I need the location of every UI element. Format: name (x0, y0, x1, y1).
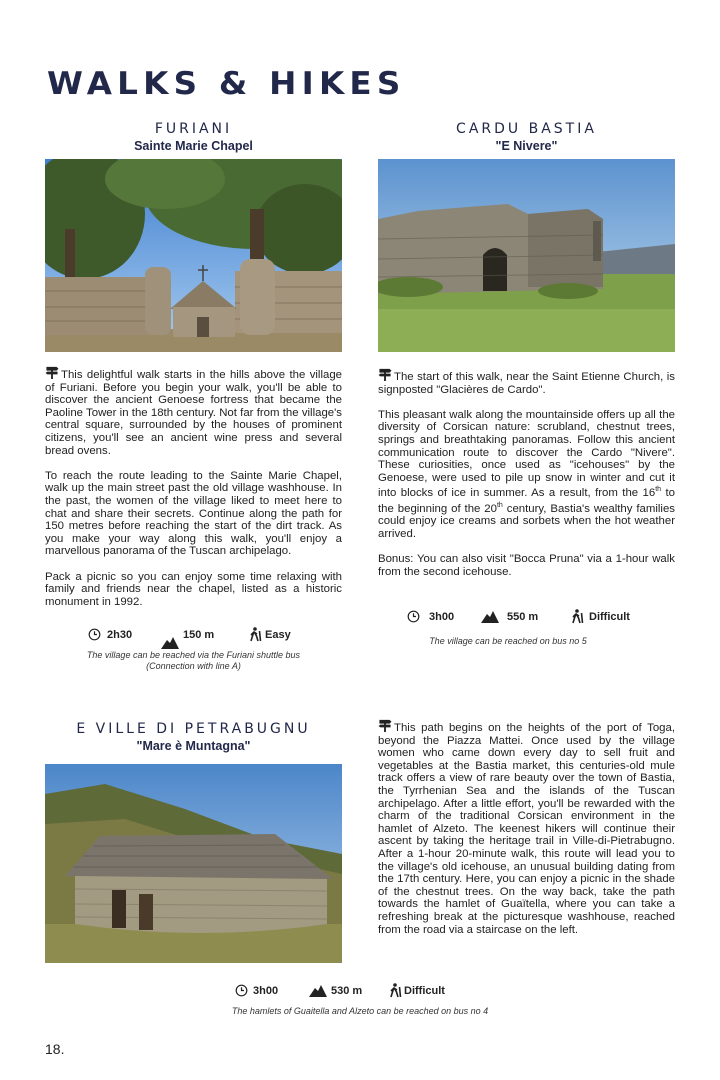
furiani-duration: 2h30 (88, 628, 163, 641)
ville-stats (235, 983, 495, 998)
cardu-paragraph-1: The start of this walk, near the Saint Etienne Church, is signposted "Glacières de Cardo". (378, 371, 675, 396)
signpost-icon (45, 366, 59, 379)
hiker-icon (571, 609, 584, 624)
cardu-difficulty: Difficult (571, 609, 630, 624)
signpost-icon (378, 719, 392, 732)
furiani-bus-note: The village can be reached via the Furiani shuttle bus (Connection with line A) (86, 650, 301, 671)
furiani-paragraph-1: This delightful walk starts in the hills above the village of Furiani. Before you begin your walk, you'll be able to discover the ancient Genoese fortress that became the Paoline Tower in the 18th century. Not far from the village's central square, surrounded by the houses of prominent citizens, you'll see an ancient wine press and several bread ovens. (45, 369, 342, 457)
furiani-difficulty: Easy (249, 627, 291, 642)
page-number: 18. (45, 1041, 65, 1057)
cardu-paragraph-2: This pleasant walk along the mountainside offers up all the diversity of Corsican nature: scrubland, chestnut trees, springs and breathtaking panoramas. Follow this ancient communication route to discover the Cardo "Nivere". These curiosities, once used as "icehouses" by the Genoese, were used to pile up snow in winter and cut it into blocks of ice in summer. As a result, from the 16th to the beginning of the 20th century, Bastia's wealthy families could enjoy ice creams and sorbets when the hot weather arrived. (378, 408, 675, 540)
ville-subtitle: "Mare è Muntagna" (136, 739, 251, 753)
ville-duration: 3h00 (235, 984, 309, 997)
mountain-icon (161, 636, 179, 649)
cardu-paragraph-3: Bonus: You can also visit "Bocca Pruna" via a 1-hour walk from the second icehouse. (378, 552, 675, 578)
mountain-icon (309, 984, 327, 997)
signpost-icon (378, 368, 392, 381)
furiani-title: FURIANI (154, 121, 233, 137)
hiker-icon (389, 983, 402, 998)
furiani-elevation: 150 m (183, 628, 215, 641)
ville-paragraph: This path begins on the heights of the port of Toga, beyond the Piazza Mattei. Once used by the village women who came down every day to sell fruit and vegetables at the Bastia market, this centuries-old mule track offers a view of rare beauty over the town of Bastia, the Tyrrhenian Sea and the islands of the Tuscan archipelago. After a little effort, you'll be rewarded with the charm of the traditional Corsican environment in the hamlet of Alzeto. The keenest hikers will continue their ascent by taking the heritage trail in Ville-di-Pietrabugno. After a 1-hour 20-minute walk, this route will lead you to the village's old icehouse, an unusual building dating from the 17th century. Here, you can enjoy a picnic in the shade of the chestnut trees. On the way back, take the path towards the hamlet of Guaïtella, where you can take a refreshing break at the picturesque washhouse, reached from the road via a staircase on the left. (378, 722, 675, 936)
furiani-paragraph-3: Pack a picnic so you can enjoy some time relaxing with family and friends near the chapel, listed as a historic monument in 1992. (45, 570, 342, 608)
page-title: WALKS & HIKES (47, 66, 406, 102)
ville-bus-note: The hamlets of Guaitella and Alzeto can be reached on bus no 4 (231, 1006, 489, 1016)
furiani-description (45, 366, 342, 621)
ville-title: E VILLE DI PETRABUGNU (76, 721, 311, 737)
furiani-chapel-photo (45, 159, 342, 352)
furiani-paragraph-2: To reach the route leading to the Sainte Marie Chapel, walk up the main street past the old village washhouse. In the past, the women of the village liked to meet here to chat and share their secrets. Continue along the path for 150 metres before reaching the start of the dirt track. As you make your way along this walk, you'll enjoy a marvellous panorama of the Tuscan archipelago. (45, 469, 342, 558)
hiker-icon (249, 627, 262, 642)
cardu-elevation: 550 m (481, 610, 571, 623)
clock-icon (235, 984, 248, 997)
cardu-subtitle: "E Nivere" (495, 139, 558, 153)
clock-icon (88, 628, 101, 641)
cardu-description (378, 368, 675, 591)
cardu-title: CARDU BASTIA (456, 121, 597, 137)
ville-difficulty: Difficult (389, 983, 445, 998)
ville-elevation: 530 m (309, 984, 389, 997)
furiani-subtitle: Sainte Marie Chapel (134, 139, 253, 153)
furiani-stats (88, 627, 338, 642)
cardu-icehouse-photo (378, 159, 675, 352)
ville-icehouse-photo (45, 764, 342, 963)
cardu-stats (407, 609, 667, 624)
mountain-icon (481, 610, 499, 623)
ville-description (378, 719, 675, 949)
clock-icon (407, 610, 420, 623)
cardu-duration: 3h00 (407, 610, 481, 623)
cardu-bus-note: The village can be reached on bus no 5 (429, 636, 587, 646)
